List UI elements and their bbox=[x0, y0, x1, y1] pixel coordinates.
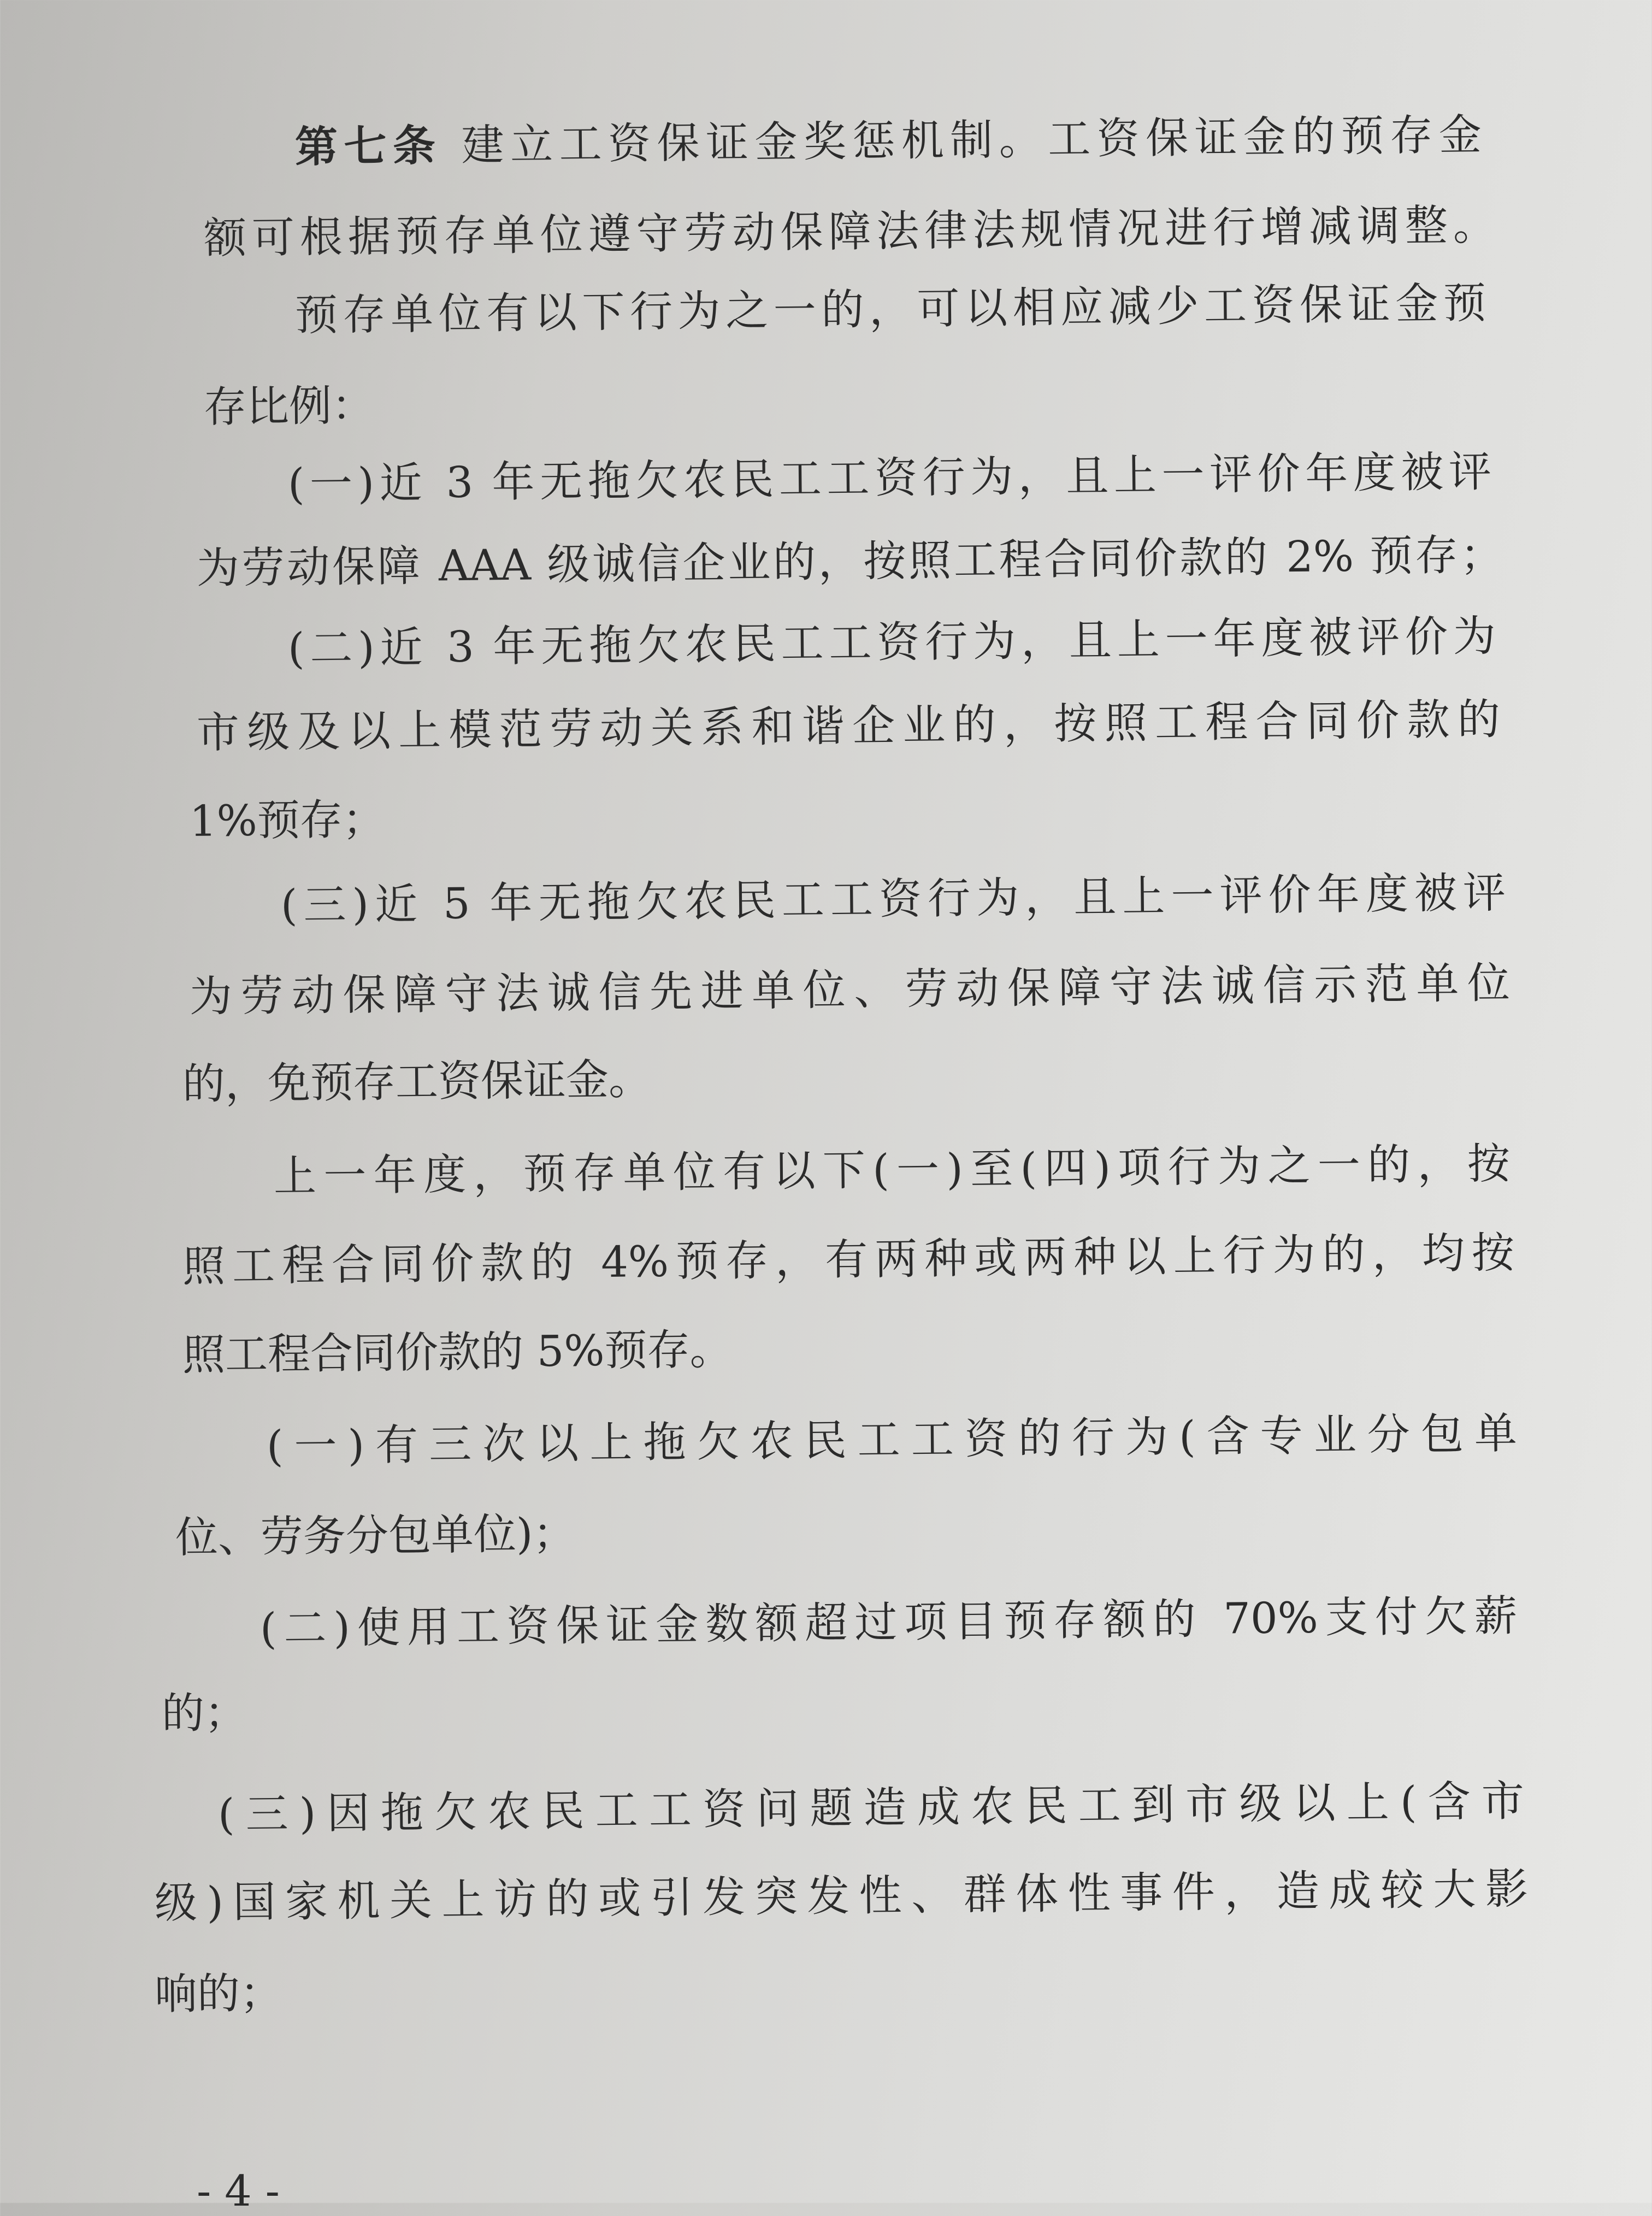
paragraph-line: 照工程合同价款的 4%预存，有两种或两种以上行为的，均按 bbox=[182, 1228, 1515, 1292]
paragraph-line: 位、劳务分包单位)； bbox=[175, 1509, 576, 1563]
page-number: - 4 - bbox=[197, 2167, 280, 2216]
paragraph-line: (一)有三次以上拖欠农民工工资的行为(含专业分包单 bbox=[266, 1409, 1518, 1471]
paragraph-line: (一)近 3 年无拖欠农民工工资行为，且上一评价年度被评 bbox=[287, 447, 1492, 509]
paragraph-line: 的，免预存工资保证金。 bbox=[182, 1055, 652, 1109]
paragraph-line: 的； bbox=[161, 1688, 247, 1738]
paragraph-line: 上一年度，预存单位有以下(一)至(四)项行为之一的，按 bbox=[273, 1139, 1511, 1201]
paragraph-line: (三)因拖欠农民工工资问题造成农民工到市级以上(含市 bbox=[217, 1776, 1525, 1840]
paragraph-line: (二)近 3 年无拖欠农民工工资行为，且上一年度被评价为 bbox=[287, 611, 1496, 674]
paragraph-line: 存比例： bbox=[203, 381, 375, 432]
paragraph-line: 第七条 建立工资保证金奖惩机制。工资保证金的预存金 bbox=[294, 110, 1482, 172]
paragraph-line: 响的； bbox=[154, 1969, 283, 2019]
paragraph-line: 1%预存； bbox=[189, 795, 386, 846]
paragraph-line: 市级及以上模范劳动关系和谐企业的，按照工程合同价款的 bbox=[196, 695, 1501, 758]
paragraph-line: 级)国家机关上访的或引发突发性、群体性事件，造成较大影 bbox=[154, 1864, 1529, 1928]
paragraph-line: 预存单位有以下行为之一的，可以相应减少工资保证金预 bbox=[294, 279, 1486, 340]
paragraph-line: 额可根据预存单位遵守劳动保障法律法规情况进行增减调整。 bbox=[203, 201, 1496, 263]
paragraph-line: (二)使用工资保证金数额超过项目预存额的 70%支付欠薪 bbox=[259, 1591, 1518, 1654]
article-heading: 第七条 bbox=[294, 121, 442, 172]
paragraph-line: 为劳动保障 AAA 级诚信企业的，按照工程合同价款的 2% 预存； bbox=[196, 530, 1503, 593]
paragraph-line: 为劳动保障守法诚信先进单位、劳动保障守法诚信示范单位 bbox=[189, 958, 1511, 1022]
paragraph-line: 照工程合同价款的 5%预存。 bbox=[182, 1325, 733, 1380]
paragraph-line: (三)近 5 年无拖欠农民工工资行为，且上一评价年度被评 bbox=[280, 868, 1506, 930]
